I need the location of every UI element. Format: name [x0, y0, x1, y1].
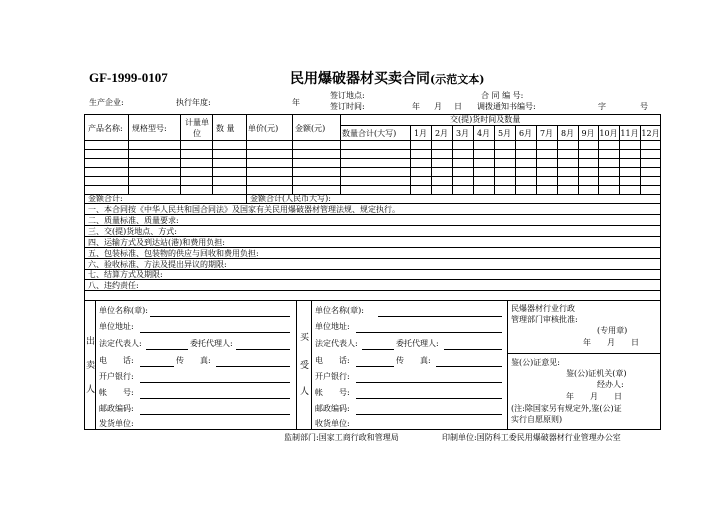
month-4: 4月 — [476, 129, 491, 138]
clause-3: 三、交(提)货地点、方式: — [88, 227, 177, 236]
footer-printer: 印制单位:国防科工委民用爆破器材行业管理办公室 — [442, 433, 621, 442]
buyer-agent-label: 委托代理人: — [396, 339, 439, 348]
month-1: 1月 — [413, 129, 428, 138]
month-10: 10月 — [599, 129, 618, 138]
form-title — [290, 68, 484, 88]
year-label: 执行年度: — [176, 98, 211, 107]
date-month: 月 — [434, 102, 442, 111]
buyer-legal-rep-field[interactable] — [362, 349, 394, 350]
title-sub: (示范文本) — [430, 73, 485, 86]
seller-side-char-2: 卖 — [86, 361, 96, 371]
notary-note-2: 实行自愿原则) — [511, 415, 563, 424]
buyer-receive-unit-field[interactable] — [356, 429, 502, 430]
form-code: GF-1999-0107 — [89, 70, 168, 85]
approval-date: 年 月 日 — [583, 338, 639, 347]
col-delivery-schedule: 交(提)货时间及数量 — [450, 115, 521, 124]
buyer-account-field[interactable] — [356, 398, 502, 399]
footer-supervisor: 监制部门:国家工商行政和管理局 — [284, 433, 399, 442]
buyer-receive-unit-label: 收货单位: — [315, 419, 350, 428]
seller-bank-field[interactable] — [140, 382, 290, 383]
buyer-fax-field[interactable] — [436, 366, 502, 367]
col-total-quantity: 数量合计(大写) — [342, 129, 397, 138]
col-unit-price: 单价(元) — [248, 124, 279, 133]
notice-no-label: 调拨通知书编号: — [477, 102, 536, 111]
seller-phone-field[interactable] — [140, 366, 174, 367]
clause-2: 二、质量标准、质量要求: — [88, 216, 179, 225]
approval-seal: (专用章) — [597, 326, 628, 335]
date-year: 年 — [412, 102, 420, 111]
clause-7: 七、结算方式及期限: — [88, 270, 163, 279]
col-product-name: 产品名称: — [88, 124, 123, 133]
clause-5: 五、包装标准、包装物的供应与回收和费用负担: — [88, 249, 259, 258]
notary-date: 年 月 日 — [566, 392, 622, 401]
month-5: 5月 — [497, 129, 512, 138]
clause-8: 八、违约责任: — [88, 281, 139, 290]
month-12: 12月 — [641, 129, 660, 138]
seller-side-char-1: 出 — [86, 337, 96, 347]
seller-legal-rep-label: 法定代表人: — [99, 339, 142, 348]
buyer-agent-field[interactable] — [444, 349, 502, 350]
notary-handler: 经办人: — [597, 380, 624, 389]
buyer-unit-name-label: 单位名称(章): — [315, 306, 364, 315]
amount-total-label: 金额合计: — [88, 194, 123, 203]
col-amount: 金额(元) — [295, 124, 326, 133]
buyer-postcode-field[interactable] — [356, 414, 502, 415]
notary-title: 鉴(公)证意见: — [511, 358, 560, 367]
buyer-postcode-label: 邮政编码: — [315, 404, 350, 413]
approval-line-2: 管理部门审核批准: — [511, 315, 578, 324]
buyer-side-char-3: 人 — [300, 387, 310, 397]
buyer-legal-rep-label: 法定代表人: — [315, 339, 358, 348]
buyer-address-label: 单位地址: — [315, 322, 350, 331]
clause-4: 四、运输方式及到达站(港)和费用负担: — [88, 238, 225, 247]
month-7: 7月 — [539, 129, 554, 138]
producer-label: 生产企业: — [89, 98, 124, 107]
buyer-address-field[interactable] — [356, 332, 502, 333]
approval-line-1: 民爆器材行业行政 — [511, 304, 575, 313]
seller-legal-rep-field[interactable] — [146, 349, 188, 350]
col-unit: 计量单位 — [185, 118, 209, 138]
month-8: 8月 — [560, 129, 575, 138]
seller-fax-label: 传 真: — [176, 356, 211, 365]
notary-note-1: (注:除国家另有规定外,鉴(公)证 — [511, 404, 622, 413]
buyer-side-char-2: 受 — [300, 361, 310, 371]
buyer-phone-field[interactable] — [356, 366, 394, 367]
buyer-unit-name-field[interactable] — [378, 316, 502, 317]
month-2: 2月 — [434, 129, 449, 138]
zi-label: 字 — [598, 102, 606, 111]
seller-ship-unit-field[interactable] — [140, 429, 290, 430]
buyer-fax-label: 传 真: — [396, 356, 431, 365]
clause-6: 六、验收标准、方法及提出异议的期限: — [88, 260, 227, 269]
buyer-phone-label: 电 话: — [315, 356, 350, 365]
date-day: 日 — [454, 102, 462, 111]
seller-agent-label: 委托代理人: — [190, 339, 233, 348]
seller-unit-name-label: 单位名称(章): — [99, 306, 148, 315]
buyer-bank-label: 开户银行: — [315, 372, 350, 381]
hao-label: 号 — [640, 102, 648, 111]
month-9: 9月 — [581, 129, 595, 138]
title-main: 民用爆破器材买卖合同 — [290, 71, 430, 87]
contract-no-label: 合 同 编 号: — [481, 91, 524, 100]
seller-account-field[interactable] — [140, 398, 290, 399]
buyer-side-char-1: 买 — [300, 333, 310, 343]
seller-postcode-field[interactable] — [140, 414, 290, 415]
year-suffix: 年 — [292, 98, 300, 107]
seller-unit-name-field[interactable] — [150, 316, 290, 317]
seller-ship-unit-label: 发货单位: — [99, 419, 134, 428]
sign-place-label: 签订地点: — [330, 91, 365, 100]
seller-address-field[interactable] — [140, 332, 290, 333]
sign-time-label: 签订时间: — [330, 102, 365, 111]
seller-agent-field[interactable] — [236, 349, 290, 350]
col-quantity: 数 量 — [216, 124, 235, 133]
notary-org: 鉴(公)证机关(章) — [566, 369, 627, 378]
buyer-bank-field[interactable] — [356, 382, 502, 383]
buyer-account-label: 帐 号: — [315, 388, 350, 397]
clause-1: 一、本合同按《中华人民共和国合同法》及国家有关民用爆破器材管理法规、规定执行。 — [88, 205, 400, 214]
seller-phone-label: 电 话: — [99, 356, 134, 365]
amount-total-rmb-label: 金额合计(人民币大写): — [250, 194, 331, 203]
seller-side-char-3: 人 — [86, 385, 96, 395]
month-11: 11月 — [620, 129, 639, 138]
seller-address-label: 单位地址: — [99, 322, 134, 331]
seller-account-label: 帐 号: — [99, 388, 134, 397]
seller-postcode-label: 邮政编码: — [99, 404, 134, 413]
col-spec-model: 规格型号: — [132, 124, 167, 133]
seller-fax-field[interactable] — [216, 366, 290, 367]
month-3: 3月 — [455, 129, 470, 138]
seller-bank-label: 开户银行: — [99, 372, 134, 381]
month-6: 6月 — [518, 129, 533, 138]
